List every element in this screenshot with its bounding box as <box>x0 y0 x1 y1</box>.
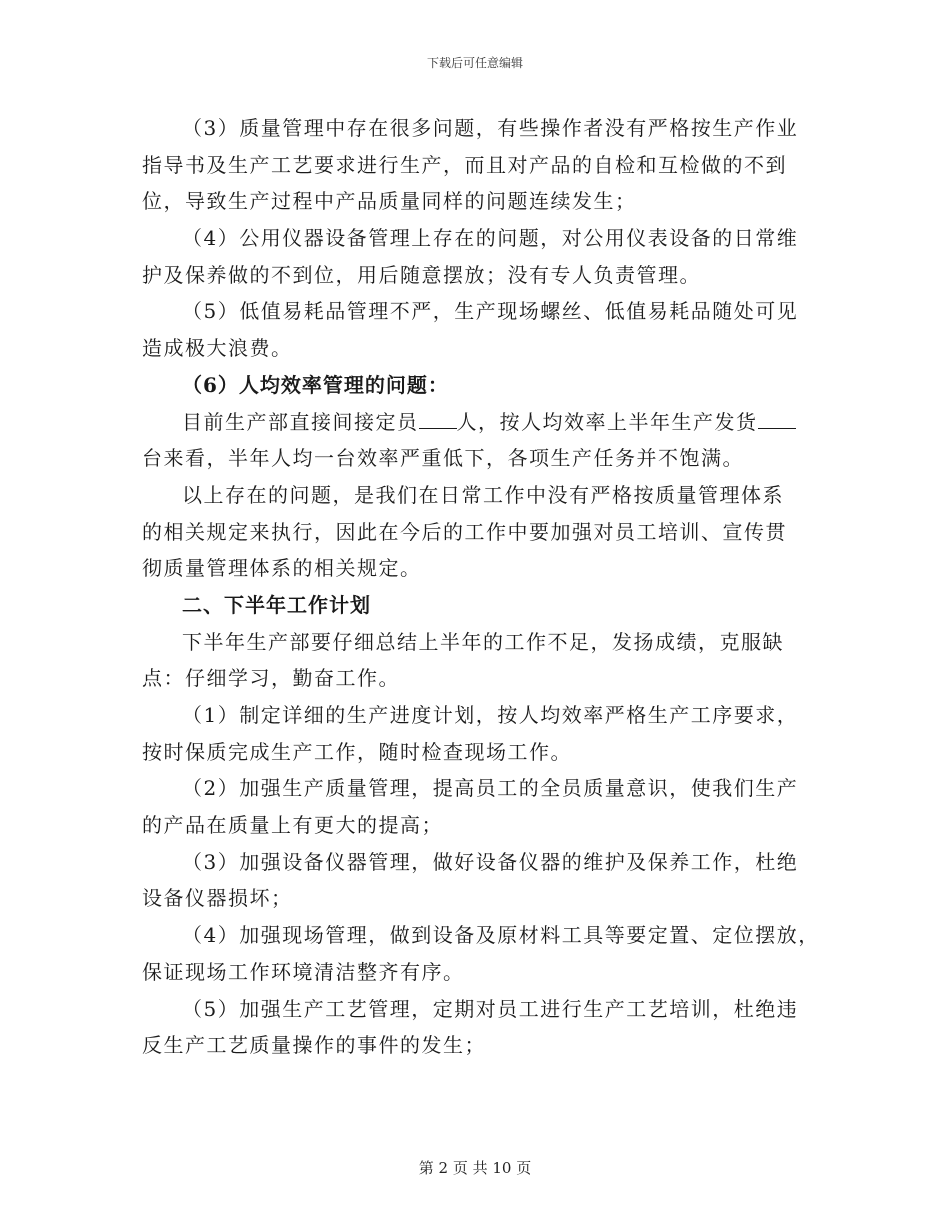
paragraph-3-line-2: 指导书及生产工艺要求进行生产，而且对产品的自检和互检做的不到 <box>142 152 787 177</box>
paragraph-5-line-1: （5）低值易耗品管理不严，生产现场螺丝、低值易耗品随处可见 <box>182 299 799 324</box>
section-heading-2: 二、下半年工作计划 <box>182 592 371 617</box>
document-body <box>142 110 820 1064</box>
plan-3-line-2: 设备仪器损坏； <box>142 886 293 911</box>
plan-4-line-2: 保证现场工作环境清洁整齐有序。 <box>142 959 465 984</box>
paragraph-4-line-1: （4）公用仪器设备管理上存在的问题，对公用仪表设备的日常维 <box>182 226 799 251</box>
section-heading-6: （6）人均效率管理的问题： <box>182 372 449 397</box>
summary-line-3: 彻质量管理体系的相关规定。 <box>142 556 422 581</box>
page-header-note: 下载后可任意编辑 <box>426 56 523 70</box>
efficiency-text-1: 目前生产部直接间接定员 <box>182 409 419 434</box>
plan-4-line-1: （4）加强现场管理，做到设备及原材料工具等要定置、定位摆放， <box>182 923 820 948</box>
intro-line-2: 点：仔细学习，勤奋工作。 <box>142 666 400 691</box>
paragraph-3-line-1: （3）质量管理中存在很多问题，有些操作者没有严格按生产作业 <box>182 116 799 140</box>
plan-2-line-1: （2）加强生产质量管理，提高员工的全员质量意识，使我们生产 <box>182 776 799 801</box>
plan-3-line-1: （3）加强设备仪器管理，做好设备仪器的维护及保养工作，杜绝 <box>182 849 799 874</box>
summary-line-2: 的相关规定来执行，因此在今后的工作中要加强对员工培训、宣传贯 <box>142 519 787 544</box>
paragraph-3-line-3: 位，导致生产过程中产品质量同样的问题连续发生； <box>142 189 637 214</box>
plan-2-line-2: 的产品在质量上有更大的提高； <box>142 813 443 838</box>
plan-5-line-2: 反生产工艺质量操作的事件的发生； <box>142 1033 486 1058</box>
efficiency-line-2: 台来看，半年人均一台效率严重低下，各项生产任务并不饱满。 <box>142 446 744 471</box>
plan-1-line-2: 按时保质完成生产工作，随时检查现场工作。 <box>142 739 572 764</box>
blank-staff-count <box>419 406 457 429</box>
blank-shipment-count <box>758 406 796 429</box>
paragraph-5-line-2: 造成极大浪费。 <box>142 336 293 361</box>
efficiency-text-2: 人，按人均效率上半年生产发货 <box>456 409 758 434</box>
page-number: 第 2 页 共 10 页 <box>418 1159 532 1177</box>
efficiency-line-1 <box>142 404 812 441</box>
plan-1-line-1: （1）制定详细的生产进度计划，按人均效率严格生产工序要求， <box>182 703 799 727</box>
intro-line-1: 下半年生产部要仔细总结上半年的工作不足，发扬成绩，克服缺 <box>182 629 784 654</box>
summary-line-1: 以上存在的问题，是我们在日常工作中没有严格按质量管理体系 <box>182 482 784 507</box>
plan-5-line-1: （5）加强生产工艺管理，定期对员工进行生产工艺培训，杜绝违 <box>182 996 799 1021</box>
paragraph-4-line-2: 护及保养做的不到位，用后随意摆放；没有专人负责管理。 <box>142 262 701 287</box>
